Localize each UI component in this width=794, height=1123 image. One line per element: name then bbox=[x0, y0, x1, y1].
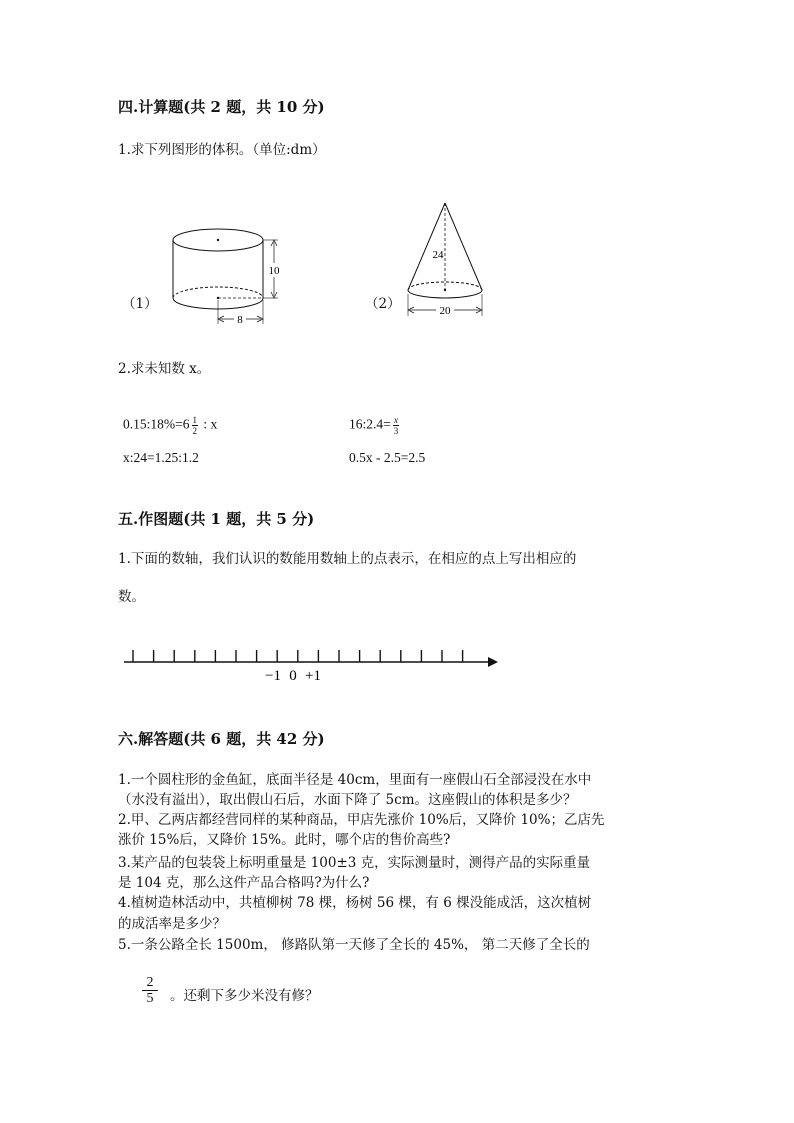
figure-2-label: （2） bbox=[365, 296, 401, 312]
cone-height-label: 24 bbox=[432, 249, 444, 261]
equation-1-fraction-denominator: 2 bbox=[192, 426, 197, 436]
equation-1-fraction-numerator: 1 bbox=[192, 415, 197, 425]
cylinder-height-label: 10 bbox=[268, 265, 280, 277]
axis-label-minus-one: −1 bbox=[265, 668, 281, 684]
question-4-2-title: 2.求未知数 x。 bbox=[118, 361, 211, 377]
figure-1-label: （1） bbox=[122, 296, 158, 312]
equation-2-left: 16:2.4= bbox=[349, 416, 391, 432]
problem-5-tail: 。还剩下多少米没有修？ bbox=[170, 988, 319, 1004]
axis-label-plus-one: +1 bbox=[305, 668, 321, 684]
equation-4: 0.5x - 2.5=2.5 bbox=[349, 450, 426, 465]
number-line bbox=[118, 642, 508, 684]
equation-2-fraction-numerator-text: x bbox=[394, 415, 398, 425]
equation-2-fraction-denominator: 3 bbox=[393, 426, 399, 436]
section-5-heading: 五.作图题(共 1 题，共 5 分) bbox=[118, 510, 315, 528]
question-5-1-line-2: 数。 bbox=[118, 589, 145, 605]
equation-2 bbox=[349, 415, 401, 436]
problem-line: 2.甲、乙两店都经营同样的某种商品，甲店先涨价 10%后，又降价 10%；乙店先 bbox=[118, 812, 605, 828]
section-6-heading: 六.解答题(共 6 题，共 42 分) bbox=[118, 730, 325, 748]
problem-line: （水没有溢出），取出假山石后，水面下降了 5cm。这座假山的体积是多少？ bbox=[118, 792, 577, 808]
cylinder-radius-label: 8 bbox=[237, 314, 243, 326]
cylinder-figure bbox=[160, 218, 290, 328]
equation-1-left: 0.15:18%=6 bbox=[123, 416, 190, 432]
section-4-heading: 四.计算题(共 2 题，共 10 分) bbox=[118, 98, 325, 116]
question-4-1-title: 1.求下列图形的体积。（单位:dm） bbox=[118, 142, 326, 158]
equation-2-fraction bbox=[393, 415, 400, 436]
problem-line: 4.植树造林活动中，共植柳树 78 棵，杨树 56 棵，有 6 棵没能成活，这次植树 bbox=[118, 895, 592, 911]
axis-label-zero: 0 bbox=[289, 668, 297, 684]
problem-line: 的成活率是多少？ bbox=[118, 916, 226, 932]
equation-2-fraction-numerator bbox=[393, 415, 400, 426]
equation-1 bbox=[123, 415, 217, 436]
problem-line: 是 104 克，那么这件产品合格吗?为什么? bbox=[118, 875, 370, 891]
problem-5-fraction bbox=[142, 975, 158, 1006]
equation-1-right: : x bbox=[200, 416, 218, 432]
problem-5-fraction-denominator: 5 bbox=[146, 991, 154, 1006]
equation-1-fraction bbox=[192, 415, 199, 436]
question-5-1-line-1: 1.下面的数轴，我们认识的数能用数轴上的点表示，在相应的点上写出相应的 bbox=[118, 551, 577, 567]
problem-line: 5.一条公路全长 1500m， 修路队第一天修了全长的 45%， 第二天修了全长的 bbox=[118, 937, 590, 953]
problem-5-fraction-numerator: 2 bbox=[142, 975, 158, 991]
problem-line: 涨价 15%后，又降价 15%。此时，哪个店的售价高些? bbox=[118, 832, 451, 848]
equation-3: x:24=1.25:1.2 bbox=[123, 450, 199, 465]
cone-diameter-label: 20 bbox=[439, 305, 451, 317]
problem-line: 3.某产品的包装袋上标明重量是 100±3 克，实际测量时，测得产品的实际重量 bbox=[118, 855, 591, 871]
cone-figure bbox=[400, 198, 490, 320]
number-line-ticks bbox=[133, 650, 463, 662]
problem-line: 1.一个圆柱形的金鱼缸，底面半径是 40cm，里面有一座假山石全部浸没在水中 bbox=[118, 772, 592, 788]
